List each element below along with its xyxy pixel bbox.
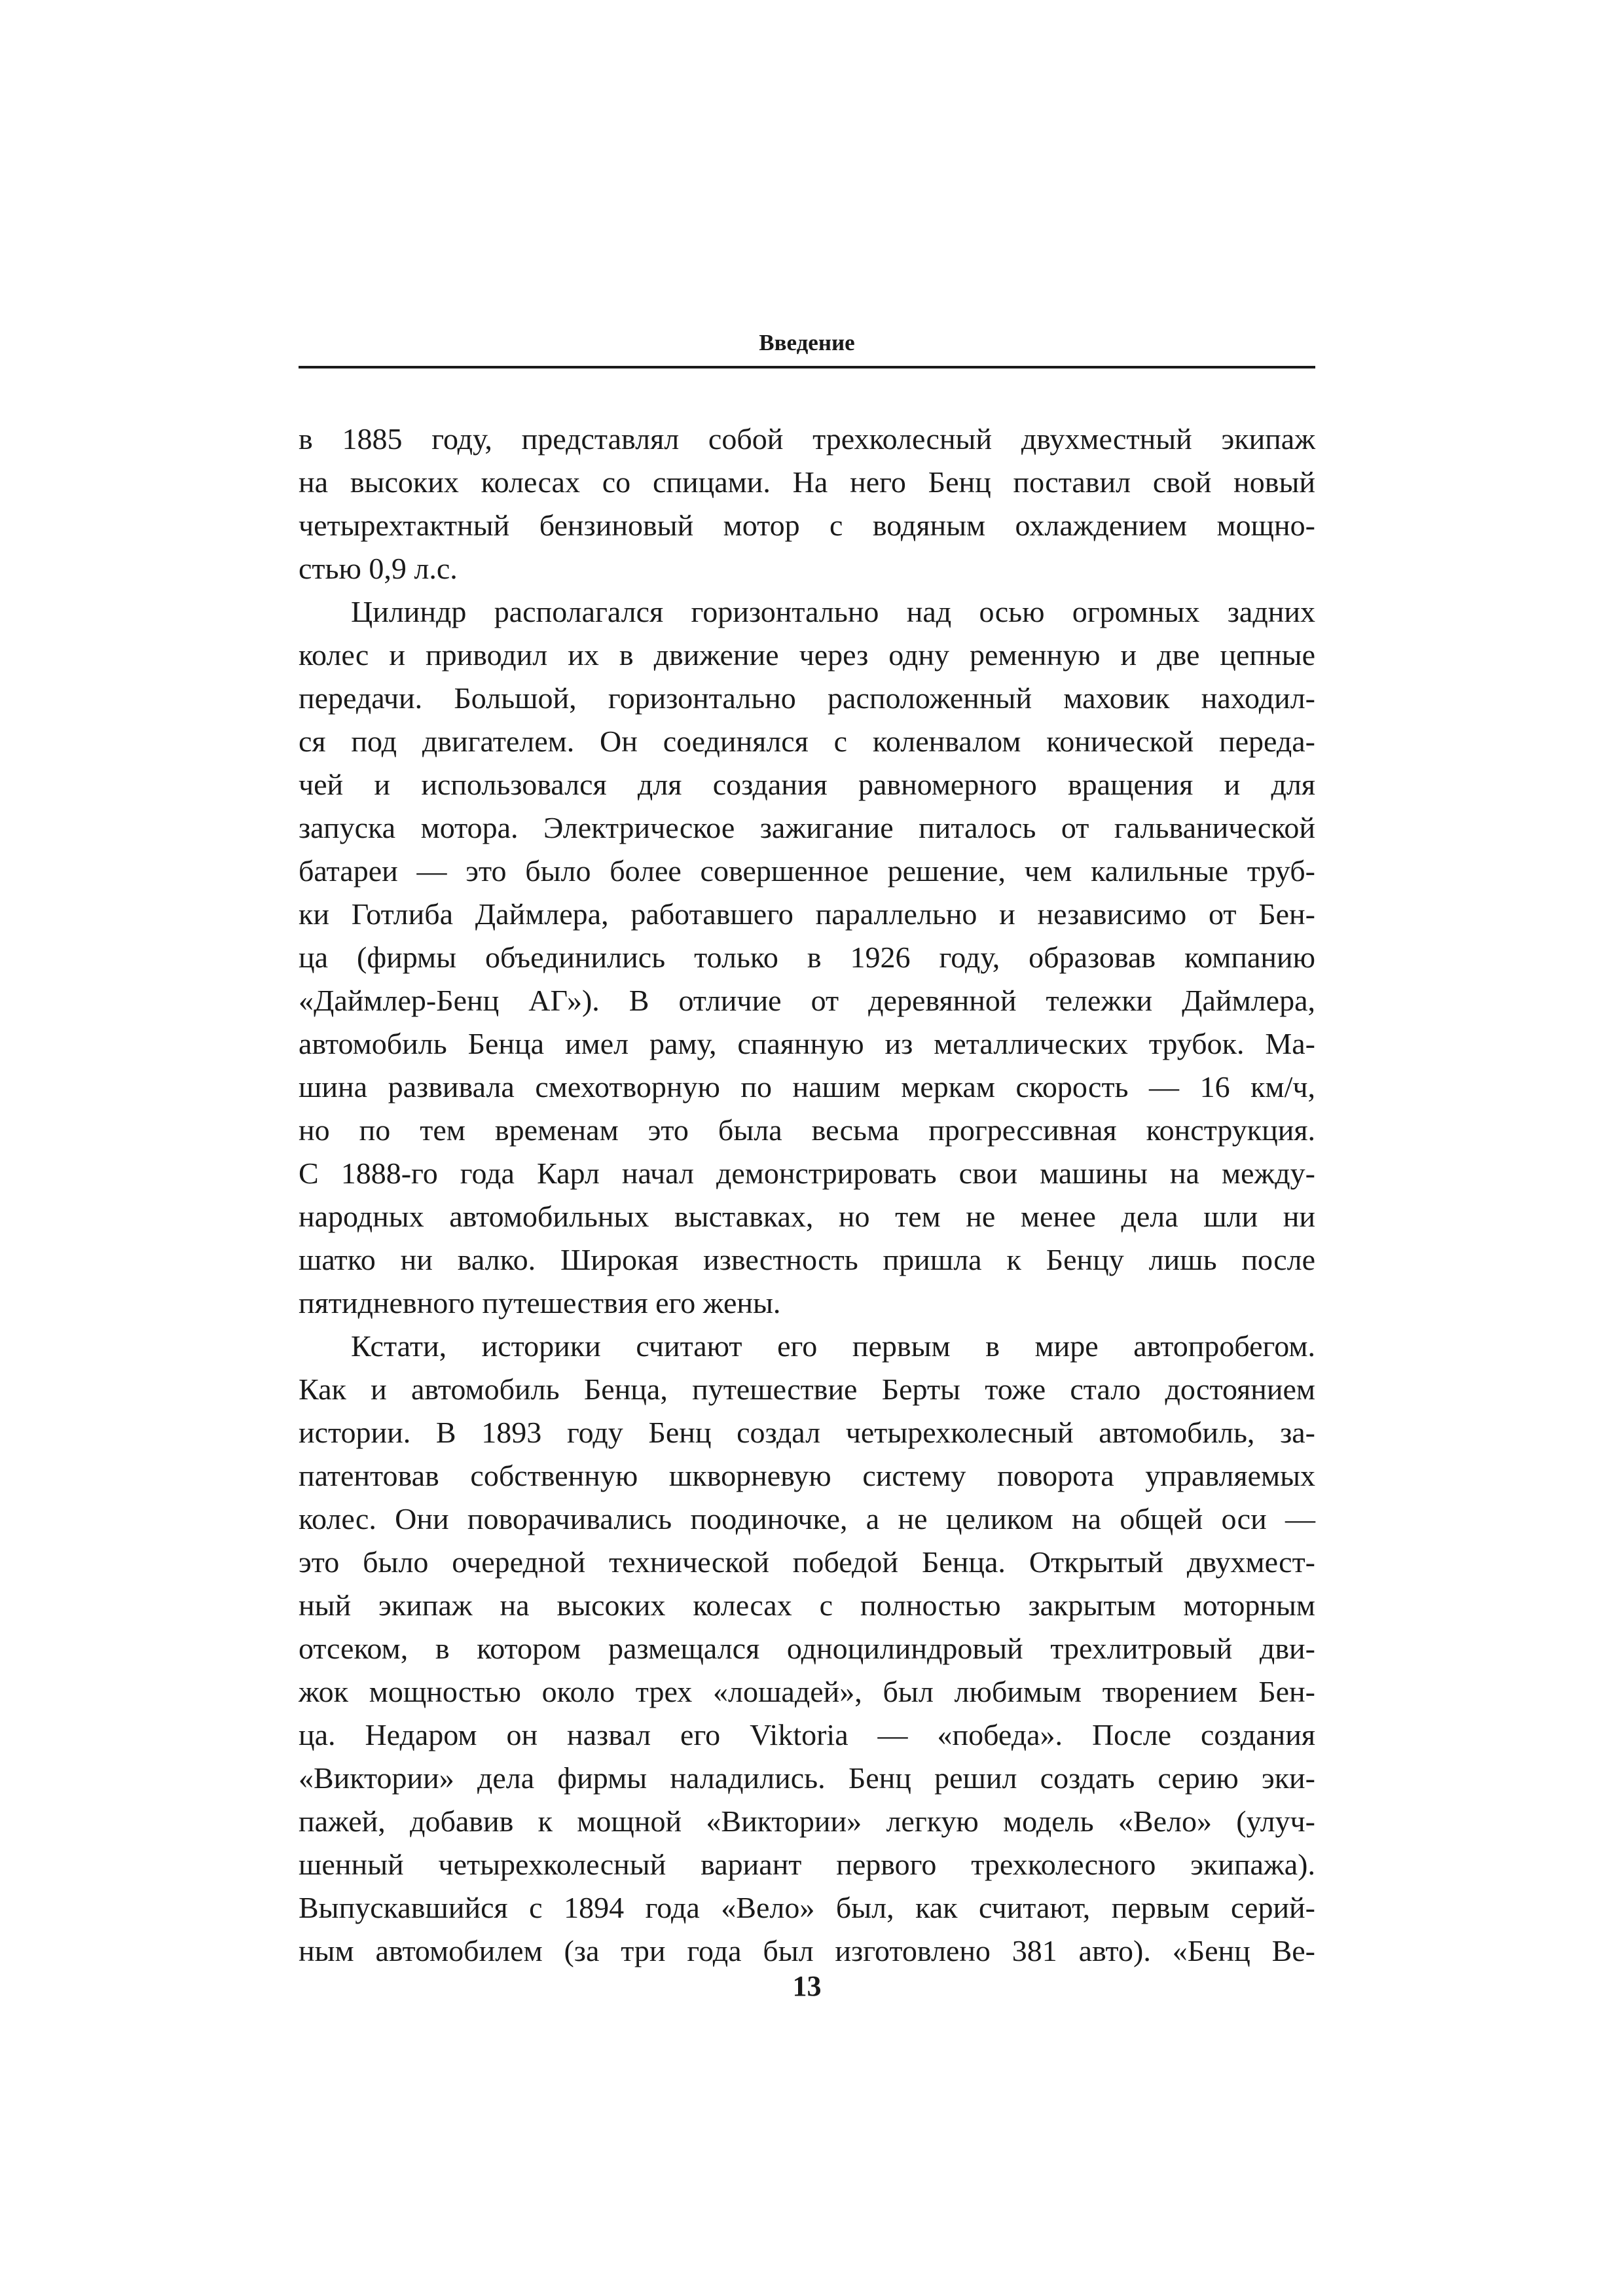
- text-line: запуска мотора. Электрическое зажигание питалось от гальванической: [299, 811, 1315, 844]
- text-line: истории. В 1893 году Бенц создал четырехколесный автомобиль, за-: [299, 1416, 1315, 1449]
- text-line: патентовав собственную шкворневую систему поворота управляемых: [299, 1459, 1315, 1492]
- text-line: ки Готлиба Даймлера, работавшего параллельно и независимо от Бен-: [299, 897, 1315, 931]
- text-line: шатко ни валко. Широкая известность пришла к Бенцу лишь после: [299, 1243, 1315, 1276]
- page-number: 13: [792, 1970, 822, 2002]
- text-line: шенный четырехколесный вариант первого трехколесного экипажа).: [299, 1848, 1315, 1881]
- text-line: С 1888-го года Карл начал демонстрировать свои машины на между-: [299, 1157, 1315, 1190]
- text-line: Выпускавшийся с 1894 года «Вело» был, как считают, первым серий-: [299, 1891, 1315, 1924]
- text-line: Кстати, историки считают его первым в мире автопробегом.: [351, 1329, 1315, 1363]
- text-line: Как и автомобиль Бенца, путешествие Берты тоже стало достоянием: [299, 1372, 1315, 1406]
- text-line: Цилиндр располагался горизонтально над осью огромных задних: [351, 595, 1315, 628]
- text-line: четырехтактный бензиновый мотор с водяным охлаждением мощно-: [299, 509, 1315, 542]
- text-line: шина развивала смехотворную по нашим меркам скорость — 16 км/ч,: [299, 1070, 1315, 1103]
- text-line: чей и использовался для создания равномерного вращения и для: [299, 768, 1315, 801]
- text-line: народных автомобильных выставках, но тем не менее дела шли ни: [299, 1200, 1315, 1233]
- text-line: ся под двигателем. Он соединялся с коленвалом конической переда-: [299, 725, 1315, 758]
- text-line: но по тем временам это была весьма прогрессивная конструкция.: [299, 1113, 1315, 1147]
- text-line: колес. Они поворачивались поодиночке, а не целиком на общей оси —: [299, 1502, 1315, 1535]
- text-line: батареи — это было более совершенное решение, чем калильные труб-: [299, 854, 1315, 888]
- header-divider: [299, 366, 1315, 368]
- body-text: [299, 418, 1315, 1973]
- text-line: стью 0,9 л.с.: [299, 552, 458, 585]
- text-line: «Даймлер-Бенц АГ»). В отличие от деревянной тележки Даймлера,: [299, 984, 1315, 1017]
- text-line: на высоких колесах со спицами. На него Бенц поставил свой новый: [299, 465, 1315, 499]
- text-line: пажей, добавив к мощной «Виктории» легкую модель «Вело» (улуч-: [299, 1804, 1315, 1838]
- text-line: колес и приводил их в движение через одну ременную и две цепные: [299, 638, 1315, 672]
- text-line: пятидневного путешествия его жены.: [299, 1286, 781, 1319]
- text-line: «Виктории» дела фирмы наладились. Бенц решил создать серию эки-: [299, 1761, 1315, 1795]
- text-line: это было очередной технической победой Бенца. Открытый двухмест-: [299, 1545, 1315, 1579]
- text-line: жок мощностью около трех «лошадей», был любимым творением Бен-: [299, 1675, 1315, 1708]
- paragraph-1: [299, 418, 1315, 590]
- text-line: автомобиль Бенца имел раму, спаянную из металлических трубок. Ма-: [299, 1027, 1315, 1060]
- text-line: ный экипаж на высоких колесах с полностью закрытым моторным: [299, 1588, 1315, 1622]
- text-line: передачи. Большой, горизонтально расположенный маховик находил-: [299, 681, 1315, 715]
- text-line: отсеком, в котором размещался одноцилиндровый трехлитровый дви-: [299, 1632, 1315, 1665]
- text-line: ца. Недаром он назвал его Viktoria — «победа». После создания: [299, 1718, 1315, 1751]
- paragraph-3: [299, 1325, 1315, 1973]
- paragraph-2: [299, 590, 1315, 1325]
- text-line: ным автомобилем (за три года был изготовлено 381 авто). «Бенц Ве-: [299, 1934, 1315, 1967]
- text-line: в 1885 году, представлял собой трехколесный двухместный экипаж: [299, 422, 1315, 456]
- text-line: ца (фирмы объединились только в 1926 году, образовав компанию: [299, 941, 1315, 974]
- running-head: Введение: [759, 330, 855, 355]
